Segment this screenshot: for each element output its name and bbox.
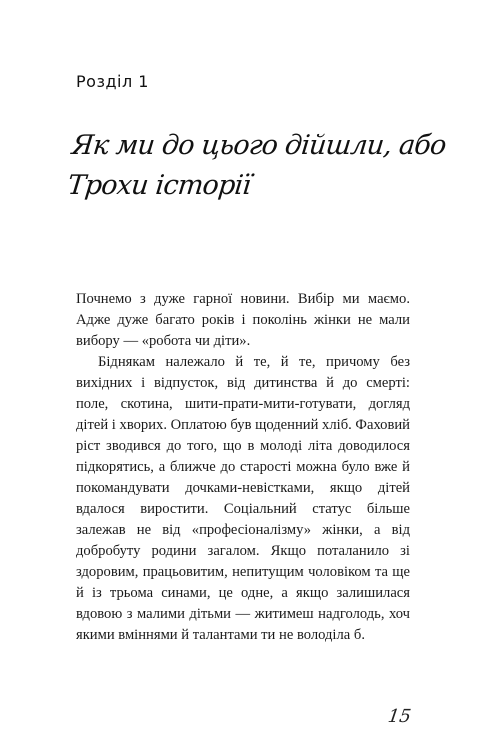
chapter-title xyxy=(66,126,448,206)
chapter-title-line-1: Як ми до цього дійшли, або xyxy=(70,130,448,161)
chapter-label: Розділ 1 xyxy=(76,72,149,91)
body-text xyxy=(76,289,410,646)
page-number: 15 xyxy=(386,706,413,727)
paragraph-1: Почнемо з дуже гарної новини. Вибір ми маємо. Адже дуже багато років і поколінь жінки не мали вибору — «робота чи діти». xyxy=(76,291,410,349)
paragraph-2: Біднякам належало й те, й те, причому без вихідних і відпусток, від дитинства й до смерті: поле, скотина, шити-прати-мити-готувати, догляд дітей і хворих. Оплатою був щоденний хліб. Фаховий ріст зводився до того, що в молоді літа доводилося підкорятись, а ближче до старості можна було вже й покомандувати дочками-невістками, якщо дітей вдалося виростити. Соціальний статус більше залежав не від «професіоналізму» жінки, а від добробуту родини загалом. Якщо поталанило зі здоровим, працьовитим, непитущим чоловіком та ще й із трьома синами, це одне, а якщо залишилася вдовою з малими дітьми — житимеш надголодь, хоч якими вміннями й талантами ти не володіла б. xyxy=(76,354,410,643)
chapter-title-line-2: Трохи історії xyxy=(66,170,252,201)
